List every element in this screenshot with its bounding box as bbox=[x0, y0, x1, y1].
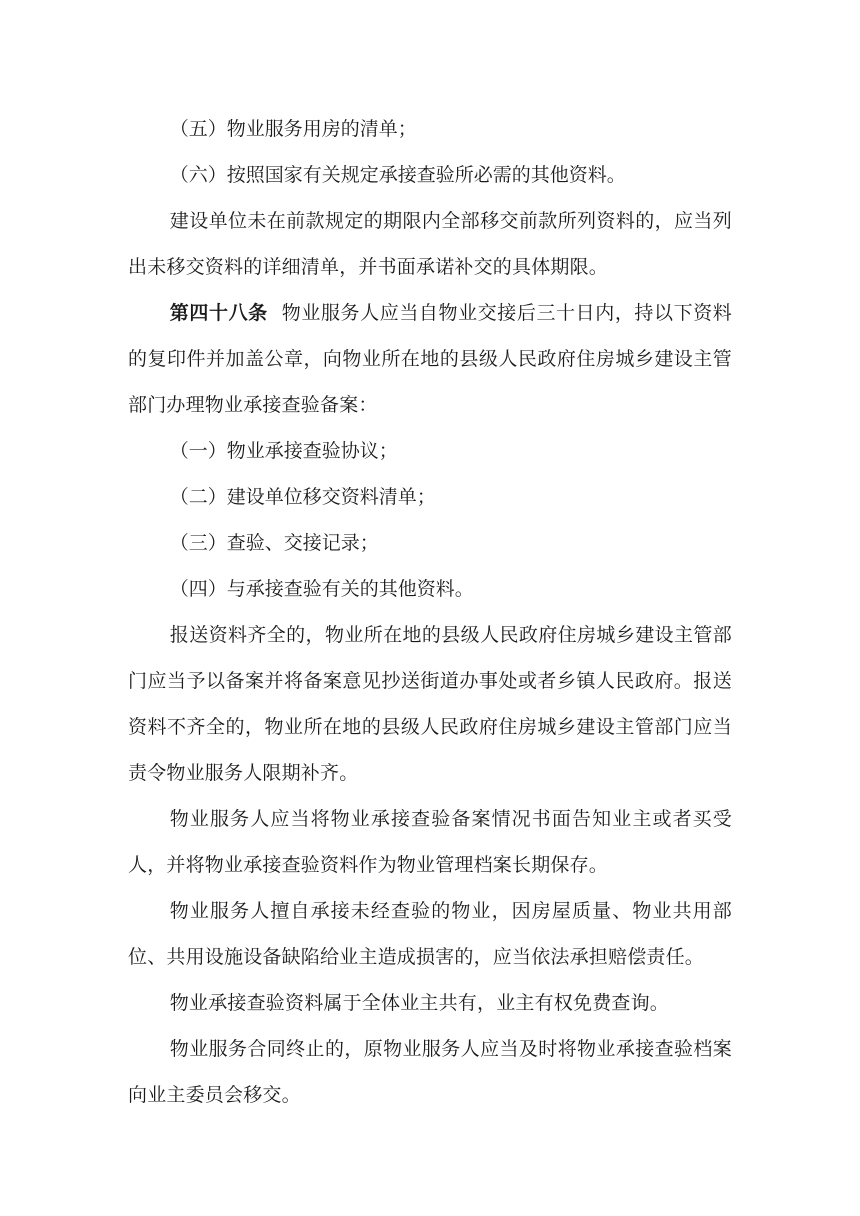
paragraph-notice: 物业服务人应当将物业承接查验备案情况书面告知业主或者买受人，并将物业承接查验资料作为物业管理档案长期保存。 bbox=[128, 808, 732, 876]
article-intro: 物业服务人应当自物业交接后三十日内，持以下资料的复印件并加盖公章，向物业所在地的县级人民政府住房城乡建设主管部门办理物业承接查验备案： bbox=[128, 302, 732, 416]
list-item-five: （五）物业服务用房的清单； bbox=[169, 118, 417, 140]
article-48 bbox=[128, 290, 732, 428]
paragraph-developer-obligation: 建设单位未在前款规定的期限内全部移交前款所列资料的，应当列出未移交资料的详细清单，并书面承诺补交的具体期限。 bbox=[128, 210, 732, 278]
paragraph-ownership: 物业承接查验资料属于全体业主共有，业主有权免费查询。 bbox=[169, 992, 669, 1014]
article-title: 第四十八条 bbox=[169, 302, 268, 324]
paragraph-filing: 报送资料齐全的，物业所在地的县级人民政府住房城乡建设主管部门应当予以备案并将备案意见抄送街道办事处或者乡镇人民政府。报送资料不齐全的，物业所在地的县级人民政府住房城乡建设主管部门应当责令物业服务人限期补齐。 bbox=[128, 624, 732, 784]
list-item-one: （一）物业承接查验协议； bbox=[169, 440, 398, 462]
paragraph-termination: 物业服务合同终止的，原物业服务人应当及时将物业承接查验档案向业主委员会移交。 bbox=[128, 1038, 732, 1106]
document-body bbox=[128, 106, 732, 1118]
list-item-two: （二）建设单位移交资料清单； bbox=[169, 486, 436, 508]
list-item-six: （六）按照国家有关规定承接查验所必需的其他资料。 bbox=[169, 164, 626, 186]
list-item-three: （三）查验、交接记录； bbox=[169, 532, 379, 554]
paragraph-liability: 物业服务人擅自承接未经查验的物业，因房屋质量、物业共用部位、共用设施设备缺陷给业主造成损害的，应当依法承担赔偿责任。 bbox=[128, 900, 732, 968]
list-item-four: （四）与承接查验有关的其他资料。 bbox=[169, 578, 474, 600]
